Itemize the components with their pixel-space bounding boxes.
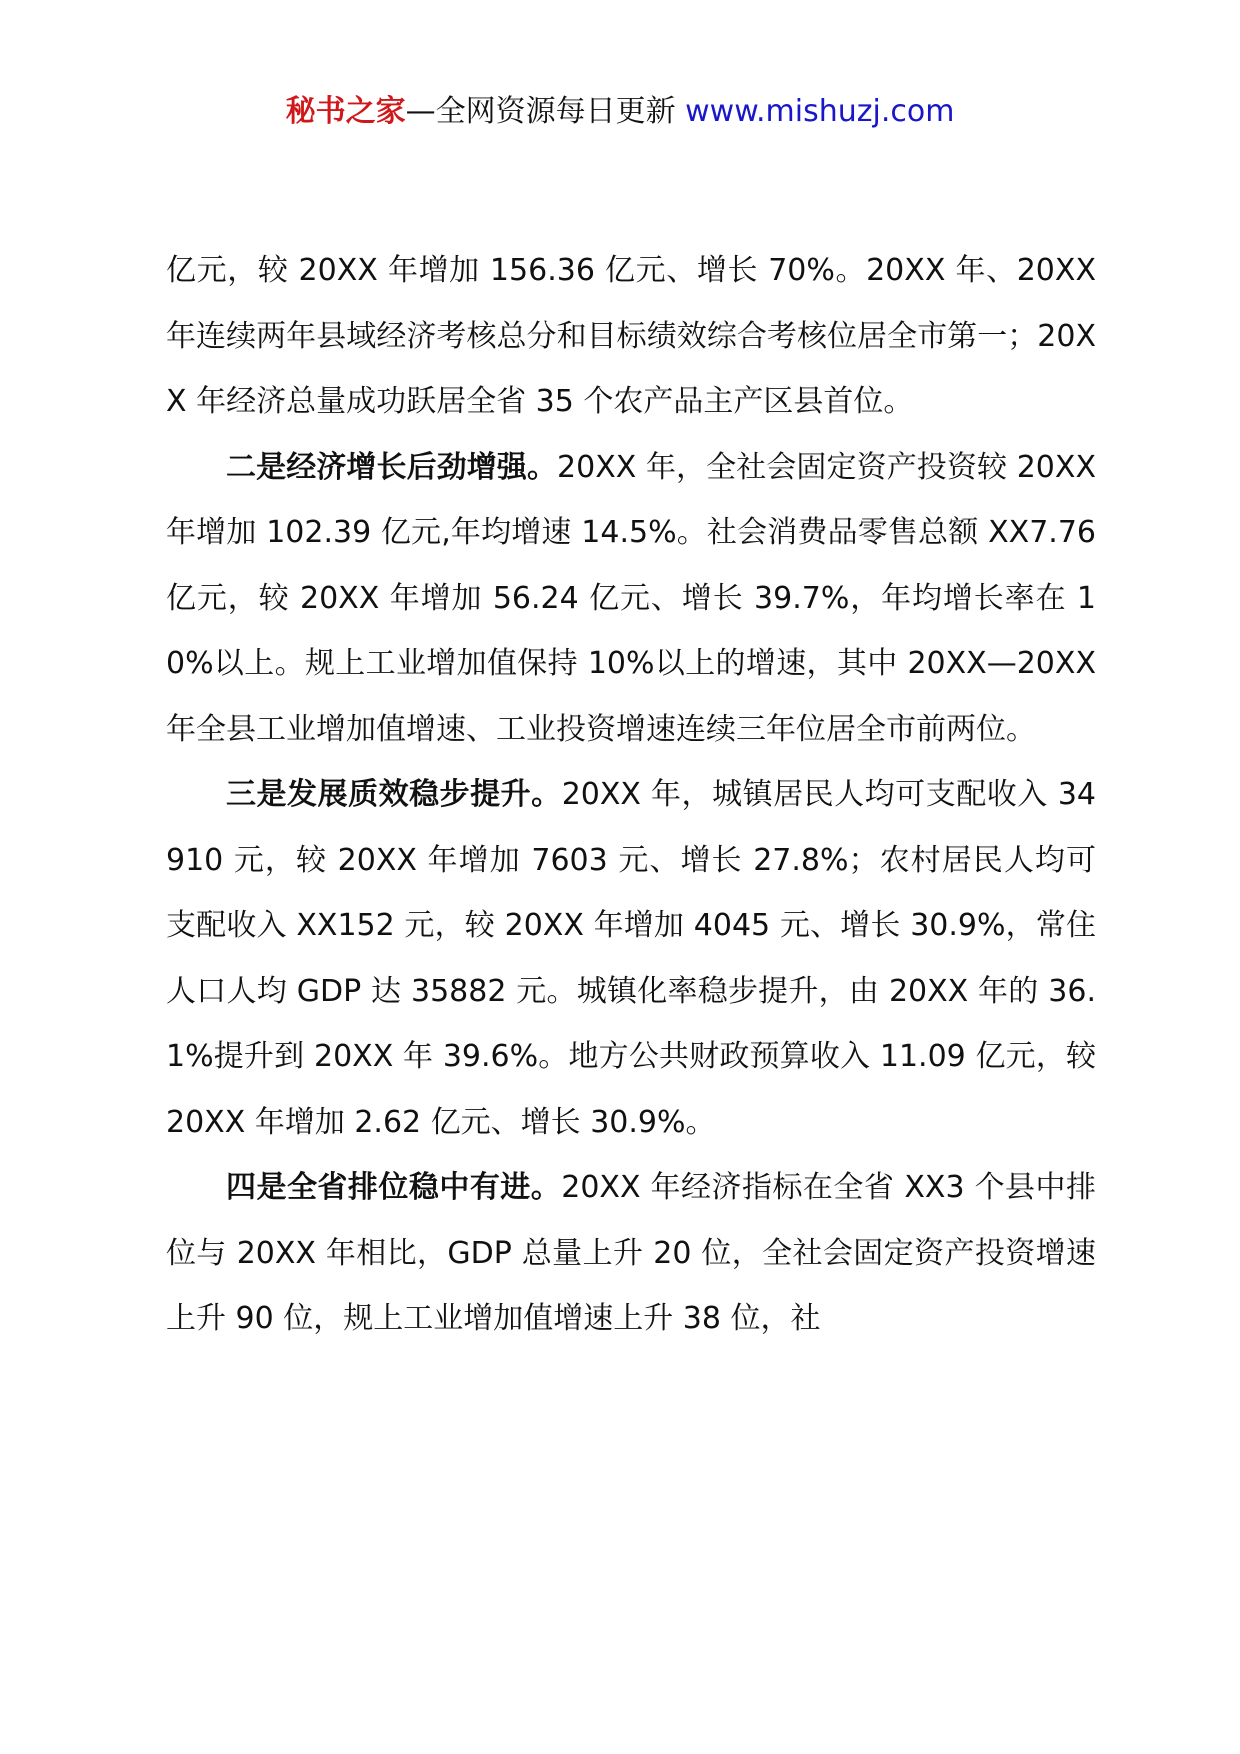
paragraph-text: 20XX 年，全社会固定资产投资较 20XX 年增加 102.39 亿元,年均增速 14.5%。社会消费品零售总额 XX7.76 亿元，较 20XX 年增加 56.24 亿元、增长 39.7%，年均增长率在 10%以上。规上工业增加值保持 10%以上的增速，其中 20XX—20XX 年全县工业增加值增速、工业投资增速连续三年位居全市前两位。 <box>166 449 1096 747</box>
paragraph-lead: 三是发展质效稳步提升。 <box>226 777 562 812</box>
site-url: www.mishuzj.com <box>685 94 955 129</box>
paragraph-4 <box>166 1155 1096 1352</box>
paragraph-text: 20XX 年经济指标在全省 XX3 个县中排位与 20XX 年相比，GDP 总量上升 20 位，全社会固定资产投资增速上升 90 位，规上工业增加值增速上升 38 位，社 <box>166 1170 1097 1336</box>
paragraph-3 <box>166 762 1096 1155</box>
site-tagline: —全网资源每日更新 <box>405 94 686 129</box>
paragraph-2 <box>166 435 1096 763</box>
paragraph-lead: 四是全省排位稳中有进。 <box>226 1170 562 1205</box>
site-brand: 秘书之家 <box>285 94 406 129</box>
paragraph-lead: 二是经济增长后劲增强。 <box>226 449 558 485</box>
page-header <box>0 92 1240 132</box>
paragraph-text: 20XX 年，城镇居民人均可支配收入 34910 元，较 20XX 年增加 7603 元、增长 27.8%；农村居民人均可支配收入 XX152 元，较 20XX 年增加 4045 元、增长 30.9%，常住人口人均 GDP 达 35882 元。城镇化率稳步提升，由 20XX 年的 36.1%提升到 20XX 年 39.6%。地方公共财政预算收入 11.09 亿元，较 20XX 年增加 2.62 亿元、增长 30.9%。 <box>166 777 1096 1140</box>
document-body <box>166 238 1096 1352</box>
paragraph-text: 亿元，较 20XX 年增加 156.36 亿元、增长 70%。20XX 年、20XX 年连续两年县域经济考核总分和目标绩效综合考核位居全市第一；20XX 年经济总量成功跃居全省 35 个农产品主产区县首位。 <box>166 253 1096 419</box>
paragraph-1 <box>166 238 1096 435</box>
